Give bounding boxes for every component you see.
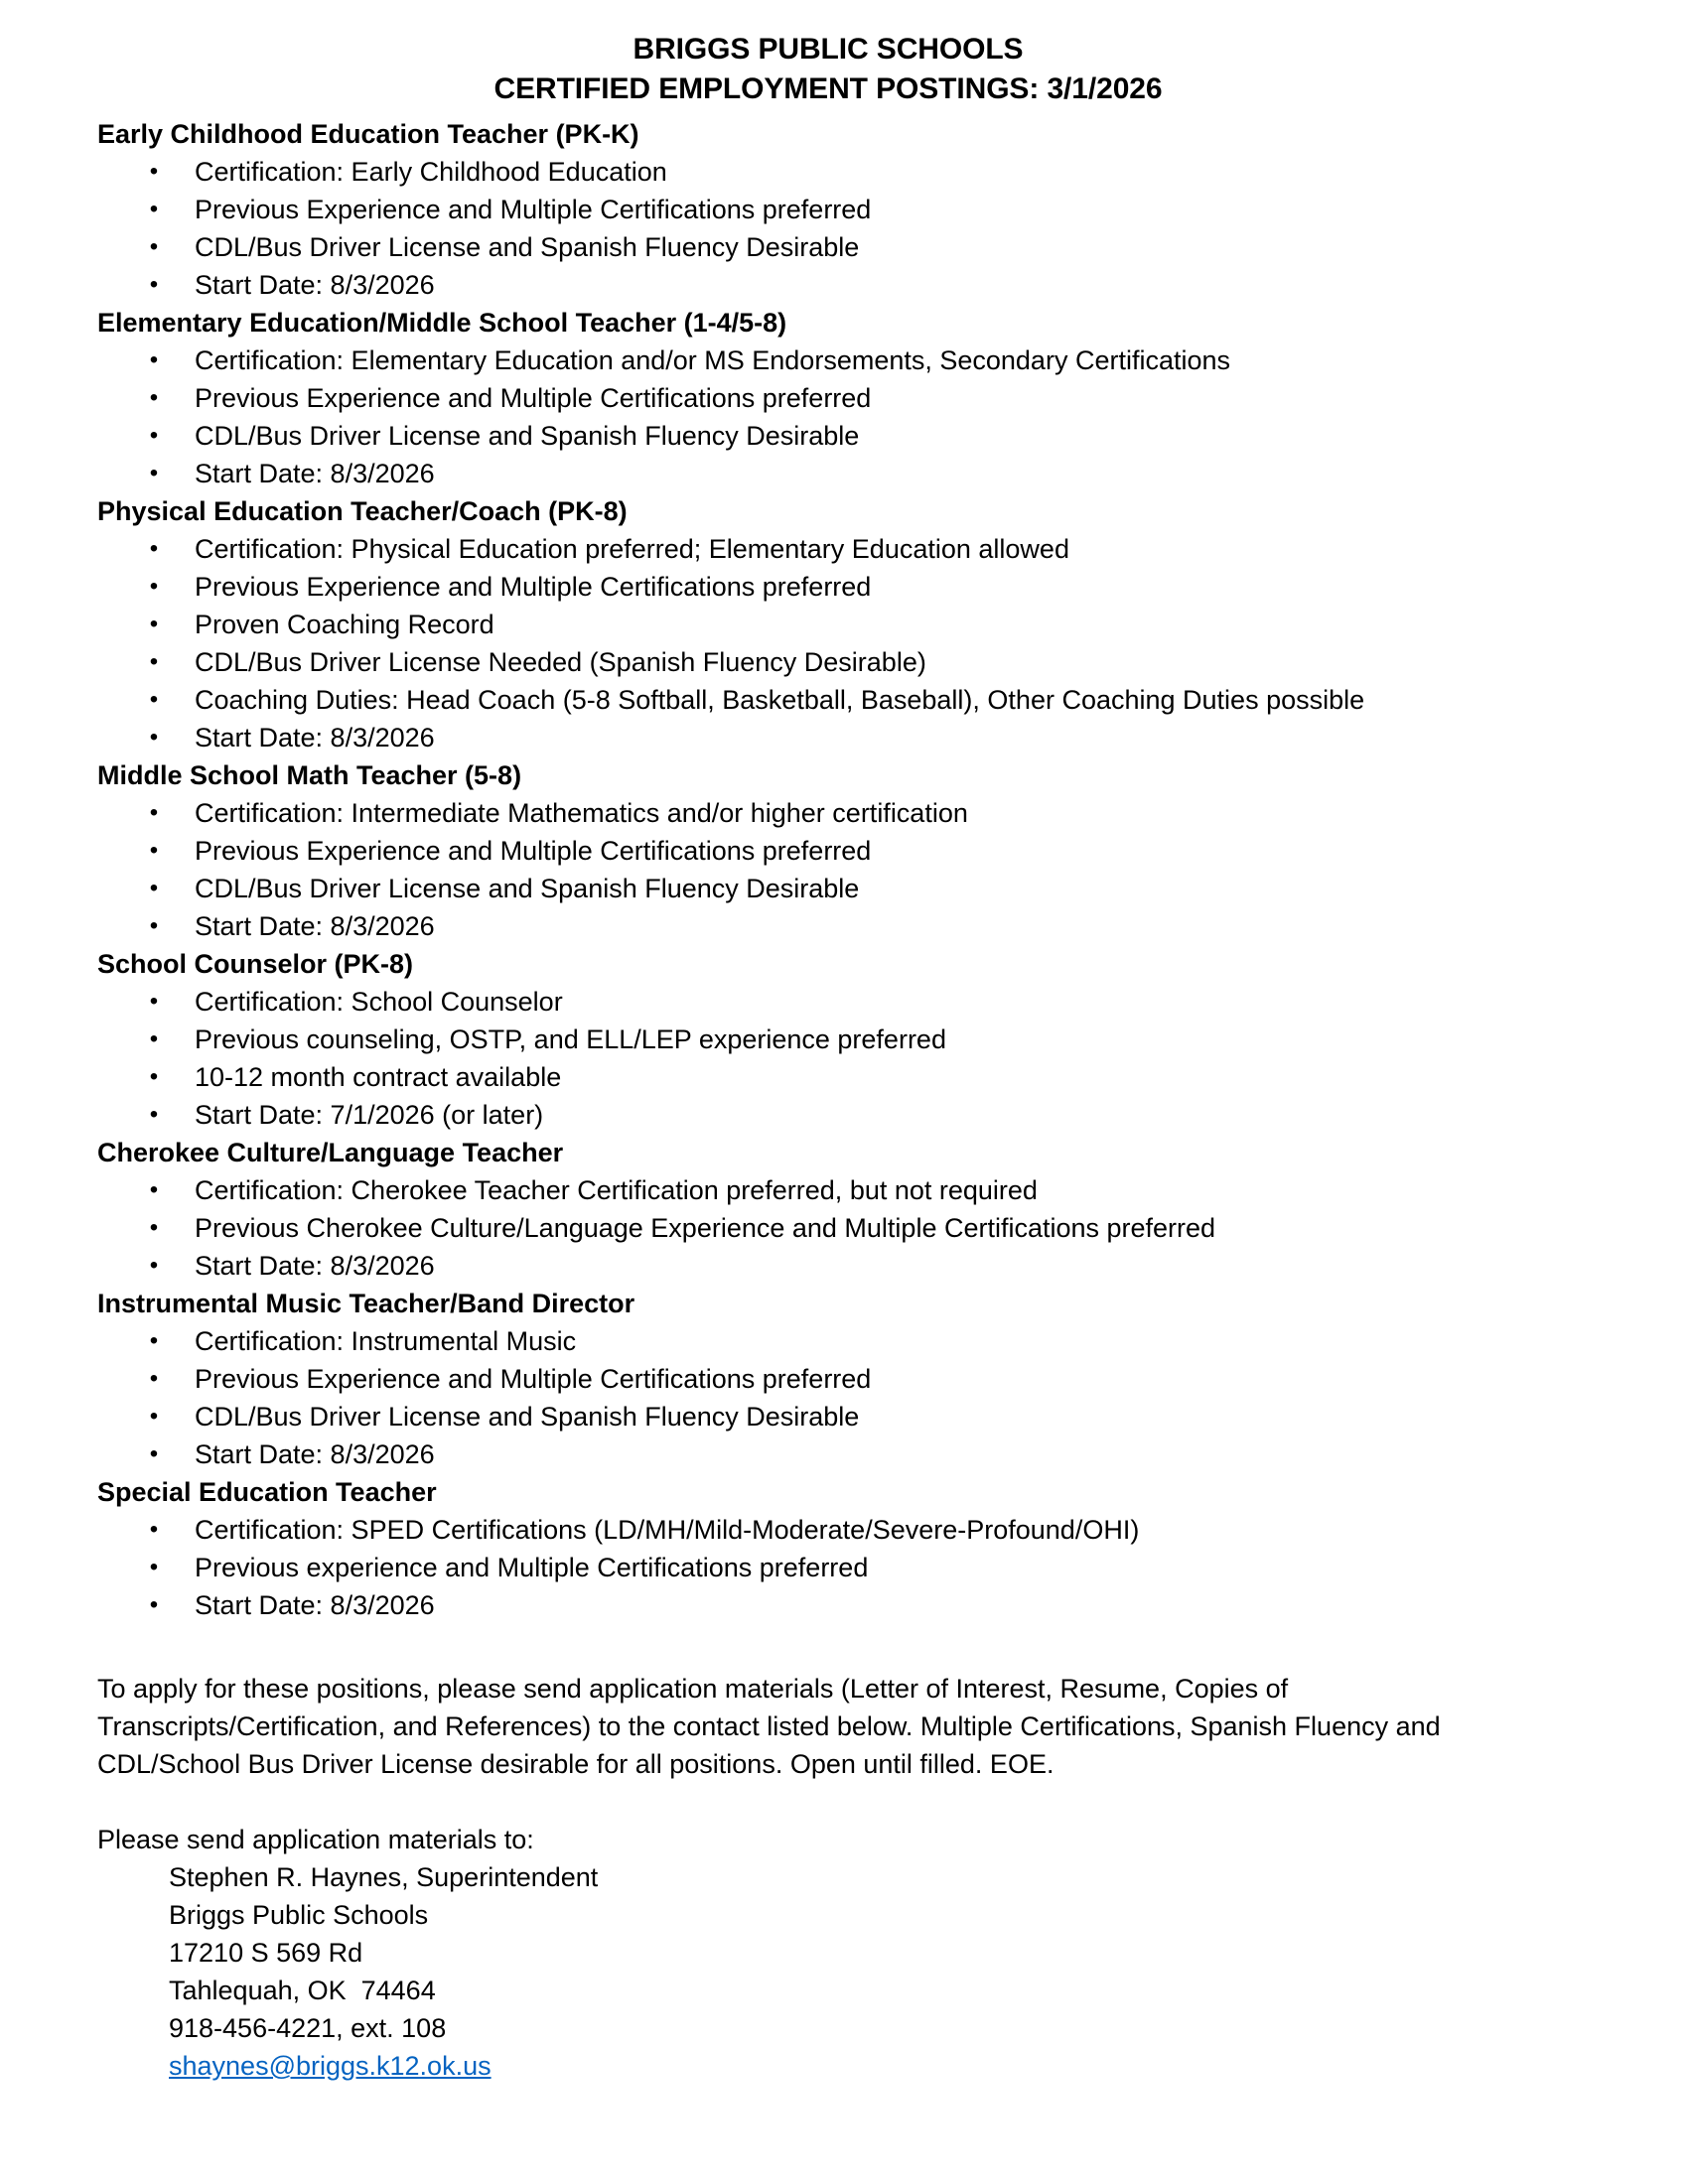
posting-requirements bbox=[97, 1511, 1559, 1624]
list-item bbox=[97, 1398, 1559, 1435]
list-item-label: Proven Coaching Record bbox=[195, 610, 494, 639]
list-item-label: 10-12 month contract available bbox=[195, 1062, 562, 1092]
bullet-icon: • bbox=[149, 1327, 159, 1354]
list-item bbox=[97, 417, 1559, 455]
bullet-icon: • bbox=[149, 573, 159, 600]
list-item bbox=[97, 1511, 1559, 1549]
list-item bbox=[97, 341, 1559, 379]
contact-line: Tahlequah, OK 74464 bbox=[169, 1976, 436, 2005]
bullet-icon: • bbox=[149, 196, 159, 222]
bullet-icon: • bbox=[149, 1516, 159, 1543]
posting-title: Special Education Teacher bbox=[97, 1477, 437, 1507]
list-item-label: Certification: Intermediate Mathematics and/or higher certification bbox=[195, 798, 968, 828]
bullet-icon: • bbox=[149, 611, 159, 637]
list-item-label: Start Date: 8/3/2026 bbox=[195, 1439, 435, 1469]
list-item bbox=[97, 1360, 1559, 1398]
bullet-icon: • bbox=[149, 346, 159, 373]
bullet-icon: • bbox=[149, 875, 159, 901]
list-item bbox=[97, 1058, 1559, 1096]
list-item bbox=[97, 794, 1559, 832]
list-item-label: Start Date: 8/3/2026 bbox=[195, 1251, 435, 1281]
list-item bbox=[97, 1209, 1559, 1247]
closing-block bbox=[97, 1670, 1559, 1783]
list-item bbox=[97, 832, 1559, 870]
bullet-icon: • bbox=[149, 648, 159, 675]
list-item bbox=[97, 870, 1559, 907]
bullet-icon: • bbox=[149, 1403, 159, 1430]
list-item-label: CDL/Bus Driver License Needed (Spanish Fluency Desirable) bbox=[195, 647, 926, 677]
list-item-label: Previous counseling, OSTP, and ELL/LEP experience preferred bbox=[195, 1024, 946, 1054]
list-item-label: Previous Experience and Multiple Certifications preferred bbox=[195, 383, 872, 413]
posting-section bbox=[97, 1285, 1559, 1473]
list-item-label: Previous Experience and Multiple Certifications preferred bbox=[195, 195, 872, 224]
list-item bbox=[97, 719, 1559, 756]
postings-list bbox=[97, 115, 1559, 1624]
list-item-label: Start Date: 8/3/2026 bbox=[195, 270, 435, 300]
bullet-icon: • bbox=[149, 1440, 159, 1467]
list-item bbox=[97, 568, 1559, 606]
bullet-icon: • bbox=[149, 837, 159, 864]
bullet-icon: • bbox=[149, 686, 159, 713]
contact-intro: Please send application materials to: bbox=[97, 1825, 534, 1854]
list-item-label: CDL/Bus Driver License and Spanish Fluency Desirable bbox=[195, 1402, 860, 1432]
list-item-label: Certification: Physical Education preferred; Elementary Education allowed bbox=[195, 534, 1069, 564]
list-item bbox=[97, 983, 1559, 1021]
bullet-icon: • bbox=[149, 1252, 159, 1279]
posting-requirements bbox=[97, 794, 1559, 945]
list-item bbox=[97, 530, 1559, 568]
application-instructions: To apply for these positions, please send application materials (Letter of Interest, Resume, Copies of Transcripts/Certification, and References) to the contact listed below. Multiple Certifications, Spanish Fluency and CDL/School Bus Driver License desirable for all positions. Open until filled. EOE. bbox=[97, 1674, 1441, 1779]
posting-section bbox=[97, 1473, 1559, 1624]
contact-line: 17210 S 569 Rd bbox=[169, 1938, 363, 1968]
bullet-icon: • bbox=[149, 1025, 159, 1052]
bullet-icon: • bbox=[149, 535, 159, 562]
list-item-label: Previous Experience and Multiple Certifications preferred bbox=[195, 836, 872, 866]
list-item bbox=[97, 1586, 1559, 1624]
list-item-label: Previous Experience and Multiple Certifications preferred bbox=[195, 1364, 872, 1394]
list-item-label: Start Date: 8/3/2026 bbox=[195, 911, 435, 941]
list-item-label: Certification: Instrumental Music bbox=[195, 1326, 577, 1356]
bullet-icon: • bbox=[149, 912, 159, 939]
list-item-label: Start Date: 8/3/2026 bbox=[195, 1590, 435, 1620]
list-item-label: Previous Cherokee Culture/Language Experience and Multiple Certifications preferred bbox=[195, 1213, 1216, 1243]
list-item-label: Previous experience and Multiple Certifications preferred bbox=[195, 1553, 869, 1582]
list-item-label: Start Date: 8/3/2026 bbox=[195, 459, 435, 488]
list-item bbox=[97, 228, 1559, 266]
list-item-label: Certification: Early Childhood Education bbox=[195, 157, 667, 187]
bullet-icon: • bbox=[149, 158, 159, 185]
contact-line: Stephen R. Haynes, Superintendent bbox=[169, 1862, 599, 1892]
list-item bbox=[97, 1171, 1559, 1209]
bullet-icon: • bbox=[149, 1591, 159, 1618]
list-item bbox=[97, 681, 1559, 719]
page-title bbox=[97, 30, 1559, 109]
posting-title: Elementary Education/Middle School Teacher (1-4/5-8) bbox=[97, 308, 787, 338]
bullet-icon: • bbox=[149, 1063, 159, 1090]
posting-title: Cherokee Culture/Language Teacher bbox=[97, 1138, 564, 1167]
posting-section bbox=[97, 304, 1559, 492]
list-item bbox=[97, 1021, 1559, 1058]
posting-section bbox=[97, 756, 1559, 945]
list-item bbox=[97, 1096, 1559, 1134]
bullet-icon: • bbox=[149, 271, 159, 298]
title-line-school: BRIGGS PUBLIC SCHOOLS bbox=[633, 33, 1024, 66]
posting-title: Early Childhood Education Teacher (PK-K) bbox=[97, 119, 639, 149]
list-item-label: CDL/Bus Driver License and Spanish Fluency Desirable bbox=[195, 421, 860, 451]
list-item bbox=[97, 643, 1559, 681]
bullet-icon: • bbox=[149, 1176, 159, 1203]
posting-requirements bbox=[97, 1322, 1559, 1473]
bullet-icon: • bbox=[149, 1365, 159, 1392]
list-item bbox=[97, 1549, 1559, 1586]
posting-section bbox=[97, 945, 1559, 1134]
list-item bbox=[97, 1322, 1559, 1360]
bullet-icon: • bbox=[149, 422, 159, 449]
bullet-icon: • bbox=[149, 1214, 159, 1241]
posting-title: Instrumental Music Teacher/Band Director bbox=[97, 1289, 635, 1318]
contact-address-list bbox=[97, 1858, 1559, 2085]
list-item bbox=[97, 191, 1559, 228]
bullet-icon: • bbox=[149, 460, 159, 486]
contact-line: Briggs Public Schools bbox=[169, 1900, 429, 1930]
posting-requirements bbox=[97, 1171, 1559, 1285]
posting-title: School Counselor (PK-8) bbox=[97, 949, 414, 979]
list-item-label: Start Date: 7/1/2026 (or later) bbox=[195, 1100, 544, 1130]
list-item bbox=[97, 907, 1559, 945]
list-item-label: Coaching Duties: Head Coach (5-8 Softball, Basketball, Baseball), Other Coaching Duties possible bbox=[195, 685, 1365, 715]
bullet-icon: • bbox=[149, 724, 159, 751]
posting-requirements bbox=[97, 153, 1559, 304]
posting-requirements bbox=[97, 341, 1559, 492]
list-item bbox=[97, 266, 1559, 304]
list-item-label: Certification: SPED Certifications (LD/MH/Mild-Moderate/Severe-Profound/OHI) bbox=[195, 1515, 1140, 1545]
list-item-label: Certification: School Counselor bbox=[195, 987, 563, 1017]
posting-title: Middle School Math Teacher (5-8) bbox=[97, 760, 522, 790]
list-item bbox=[97, 1435, 1559, 1473]
bullet-icon: • bbox=[149, 233, 159, 260]
list-item bbox=[97, 1247, 1559, 1285]
list-item-label: Certification: Cherokee Teacher Certification preferred, but not required bbox=[195, 1175, 1038, 1205]
posting-title: Physical Education Teacher/Coach (PK-8) bbox=[97, 496, 628, 526]
bullet-icon: • bbox=[149, 384, 159, 411]
bullet-icon: • bbox=[149, 1554, 159, 1580]
bullet-icon: • bbox=[149, 1101, 159, 1128]
list-item bbox=[97, 153, 1559, 191]
title-line-postings: CERTIFIED EMPLOYMENT POSTINGS: 3/1/2026 bbox=[493, 72, 1163, 105]
list-item bbox=[97, 379, 1559, 417]
list-item-label: CDL/Bus Driver License and Spanish Fluency Desirable bbox=[195, 874, 860, 903]
list-item-label: Start Date: 8/3/2026 bbox=[195, 723, 435, 752]
posting-requirements bbox=[97, 983, 1559, 1134]
posting-section bbox=[97, 492, 1559, 756]
posting-section bbox=[97, 115, 1559, 304]
list-item-label: Certification: Elementary Education and/or MS Endorsements, Secondary Certifications bbox=[195, 345, 1230, 375]
contact-line: 918-456-4221, ext. 108 bbox=[169, 2013, 447, 2043]
contact-email-line bbox=[169, 2047, 1559, 2085]
posting-requirements bbox=[97, 530, 1559, 756]
contact-block bbox=[97, 1821, 1559, 2085]
list-item-label: Previous Experience and Multiple Certifications preferred bbox=[195, 572, 872, 602]
bullet-icon: • bbox=[149, 799, 159, 826]
list-item bbox=[97, 455, 1559, 492]
list-item bbox=[97, 606, 1559, 643]
bullet-icon: • bbox=[149, 988, 159, 1015]
email-link[interactable]: shaynes@briggs.k12.ok.us bbox=[169, 2051, 492, 2081]
list-item-label: CDL/Bus Driver License and Spanish Fluency Desirable bbox=[195, 232, 860, 262]
posting-section bbox=[97, 1134, 1559, 1285]
